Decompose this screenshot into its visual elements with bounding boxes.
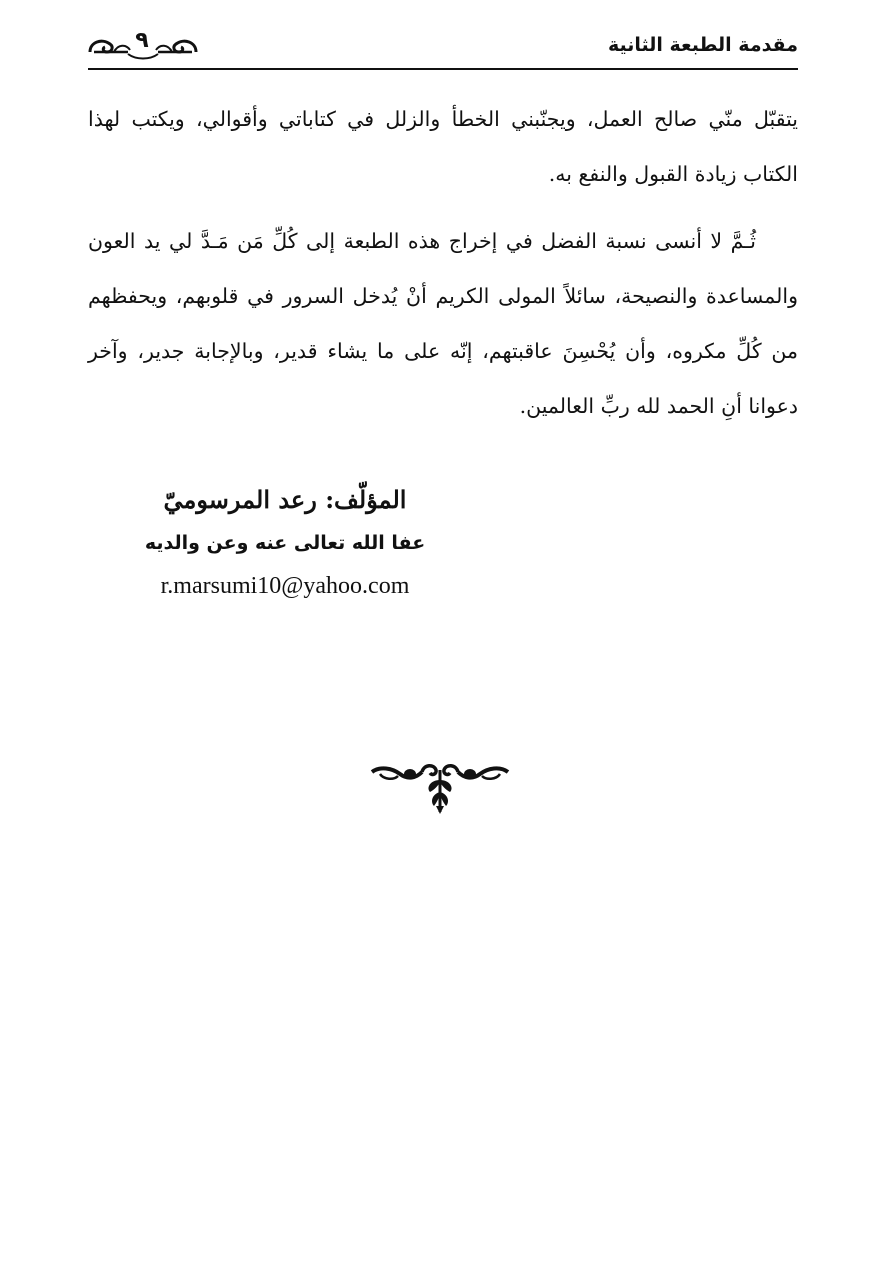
header-divider <box>88 68 798 70</box>
header-title: مقدمة الطبعة الثانية <box>607 34 798 56</box>
paragraph: يتقبّل منّي صالح العمل، ويجنّبني الخطأ والزلل في كتاباتي وأقوالي، ويكتب لهذا الكتاب زيادة القبول والنفع به. <box>88 107 798 186</box>
author-signature <box>130 478 440 608</box>
author-email: r.marsumi10@yahoo.com <box>160 573 410 599</box>
page-number-ornament <box>88 30 198 60</box>
running-header <box>88 30 798 70</box>
author-prayer: عفا الله تعالى عنه وعن والديه <box>144 532 426 554</box>
floral-ornament-icon <box>370 762 510 814</box>
body-text <box>88 92 798 434</box>
paragraph: ثُـمَّ لا أنسى نسبة الفضل في إخراج هذه الطبعة إلى كُلِّ مَن مَـدَّ لي يد العون والمساعدة والنصيحة، سائلاً المولى الكريم أنْ يُدخل السرور في قلوبهم، ويحفظهم من كُلِّ مكروه، وأن يُحْسِنَ عاقبتهم، إنّه على ما يشاء قدير، وبالإجابة جدير، وآخر دعوانا أنِ الحمد لله ربِّ العالمين. <box>88 229 798 418</box>
author-name: المؤلّف: رعد المرسوميّ <box>163 485 407 514</box>
page-number: ٩ <box>135 28 149 53</box>
